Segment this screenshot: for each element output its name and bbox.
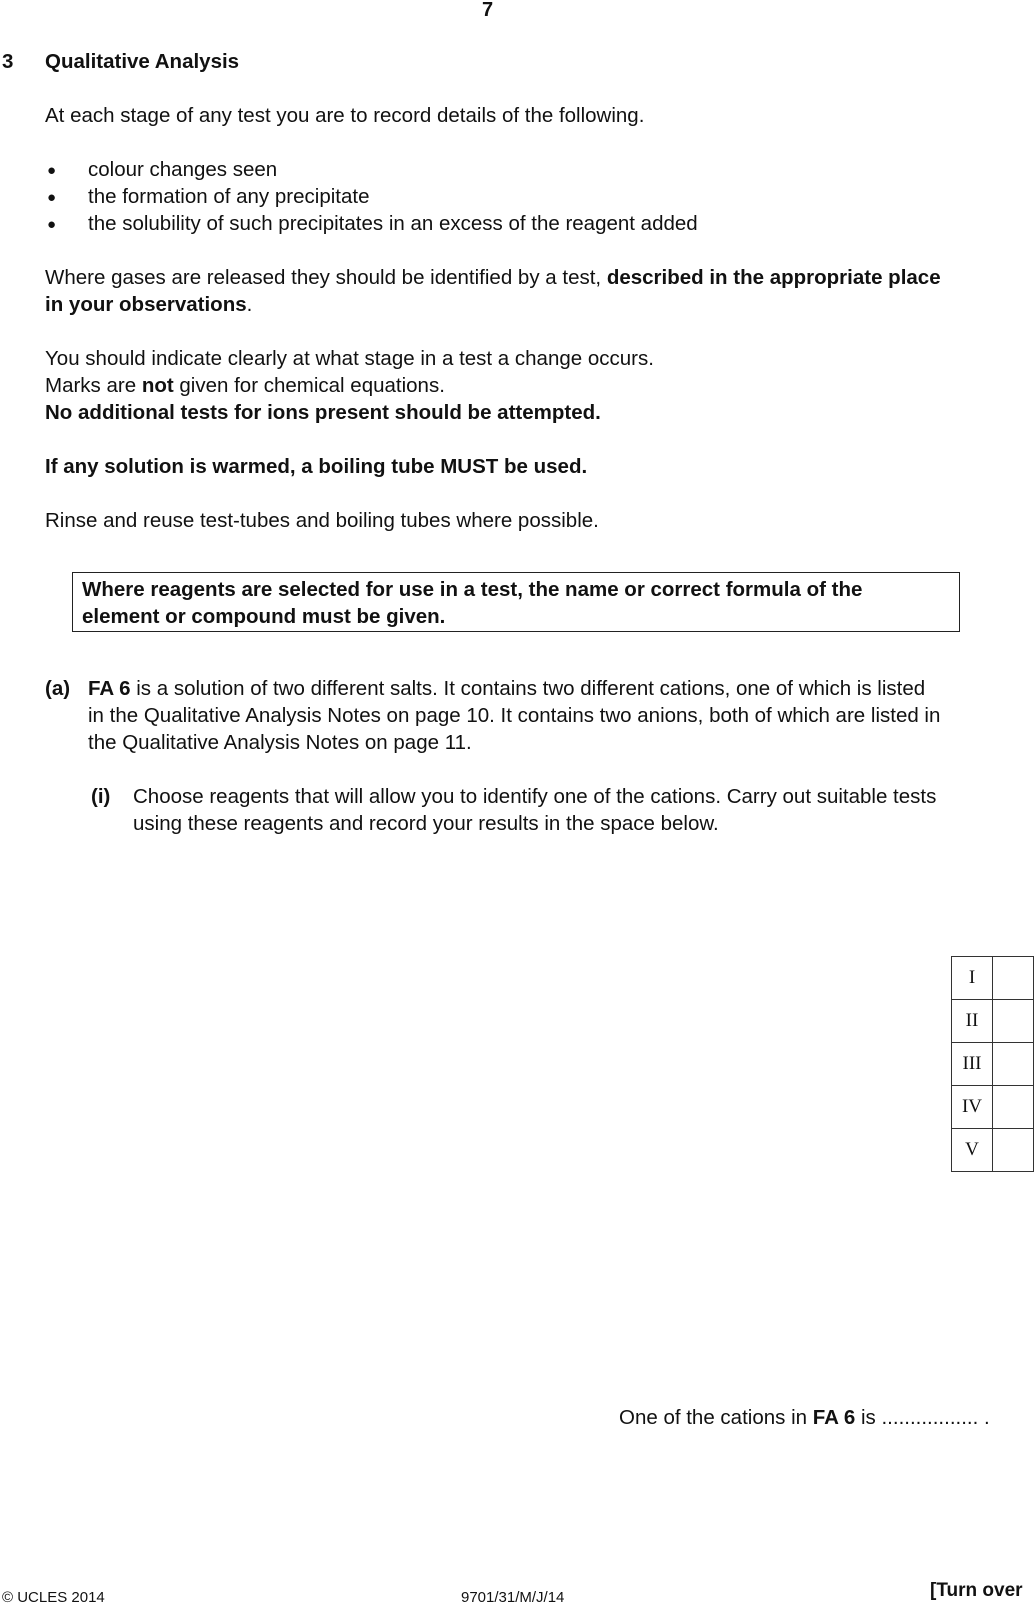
answer-pre: One of the cations in	[619, 1406, 813, 1429]
part-a-line-1	[88, 675, 925, 702]
mark-label: II	[952, 1000, 993, 1043]
bullet-icon: ●	[47, 189, 57, 206]
gases-line-1	[45, 264, 941, 291]
part-a-line-2: in the Qualitative Analysis Notes on page 10. It contains two anions, both of which are listed in	[88, 704, 941, 727]
marks-pre: Marks are	[45, 374, 142, 397]
answer-fa6: FA 6	[812, 1406, 856, 1429]
page-number: 7	[482, 0, 494, 21]
bullet-icon: ●	[47, 162, 57, 179]
gases-plain: Where gases are released they should be identified by a test,	[45, 266, 607, 289]
question-title: Qualitative Analysis	[45, 50, 240, 73]
part-i-line-1: Choose reagents that will allow you to identify one of the cations. Carry out suitable tests	[133, 785, 937, 808]
reagent-notice-line-2: element or compound must be given.	[82, 605, 446, 628]
footer-code: 9701/31/M/J/14	[461, 1589, 565, 1606]
mark-row	[952, 957, 1034, 1000]
fa6-name: FA 6	[88, 677, 131, 700]
part-a-label: (a)	[45, 677, 71, 700]
marks-instruction	[45, 372, 445, 399]
stage-instruction: You should indicate clearly at what stage in a test a change occurs.	[45, 347, 654, 370]
mark-box[interactable]	[993, 1129, 1034, 1172]
reagent-notice-box	[72, 572, 960, 632]
marks-not: not	[141, 374, 174, 397]
mark-row	[952, 1086, 1034, 1129]
mark-label: IV	[952, 1086, 993, 1129]
footer-copyright: © UCLES 2014	[2, 1589, 105, 1606]
footer-turn-over: [Turn over	[930, 1580, 1023, 1601]
gases-bold: described in the appropriate place	[606, 266, 941, 289]
mark-row	[952, 1129, 1034, 1172]
boiling-tube-instruction: If any solution is warmed, a boiling tube MUST be used.	[45, 455, 588, 478]
part-i-label: (i)	[91, 785, 111, 808]
mark-row	[952, 1043, 1034, 1086]
answer-line[interactable]	[619, 1404, 990, 1431]
rinse-instruction: Rinse and reuse test-tubes and boiling tubes where possible.	[45, 509, 599, 532]
gases-line-2	[45, 291, 252, 318]
mark-label: I	[952, 957, 993, 1000]
intro-text: At each stage of any test you are to record details of the following.	[45, 104, 645, 127]
mark-box[interactable]	[993, 957, 1034, 1000]
gases-bold-2: in your observations	[45, 293, 247, 316]
mark-box[interactable]	[993, 1000, 1034, 1043]
part-i-line-2: using these reagents and record your results in the space below.	[133, 812, 719, 835]
mark-boxes	[951, 956, 1034, 1172]
answer-dots: is ................. .	[855, 1406, 990, 1429]
bullet-item: the formation of any precipitate	[88, 185, 370, 208]
gases-end: .	[246, 293, 253, 316]
mark-box[interactable]	[993, 1086, 1034, 1129]
mark-label: III	[952, 1043, 993, 1086]
mark-label: V	[952, 1129, 993, 1172]
bullet-item: the solubility of such precipitates in an excess of the reagent added	[88, 212, 698, 235]
question-number: 3	[2, 50, 14, 73]
mark-row	[952, 1000, 1034, 1043]
part-a-text: is a solution of two different salts. It contains two different cations, one of which is listed	[130, 677, 926, 700]
part-a-line-3: the Qualitative Analysis Notes on page 11.	[88, 731, 472, 754]
no-additional-tests: No additional tests for ions present should be attempted.	[45, 401, 601, 424]
reagent-notice-line-1: Where reagents are selected for use in a test, the name or correct formula of the	[82, 578, 863, 601]
bullet-icon: ●	[47, 216, 57, 233]
marks-post: given for chemical equations.	[173, 374, 445, 397]
bullet-item: colour changes seen	[88, 158, 278, 181]
mark-box[interactable]	[993, 1043, 1034, 1086]
